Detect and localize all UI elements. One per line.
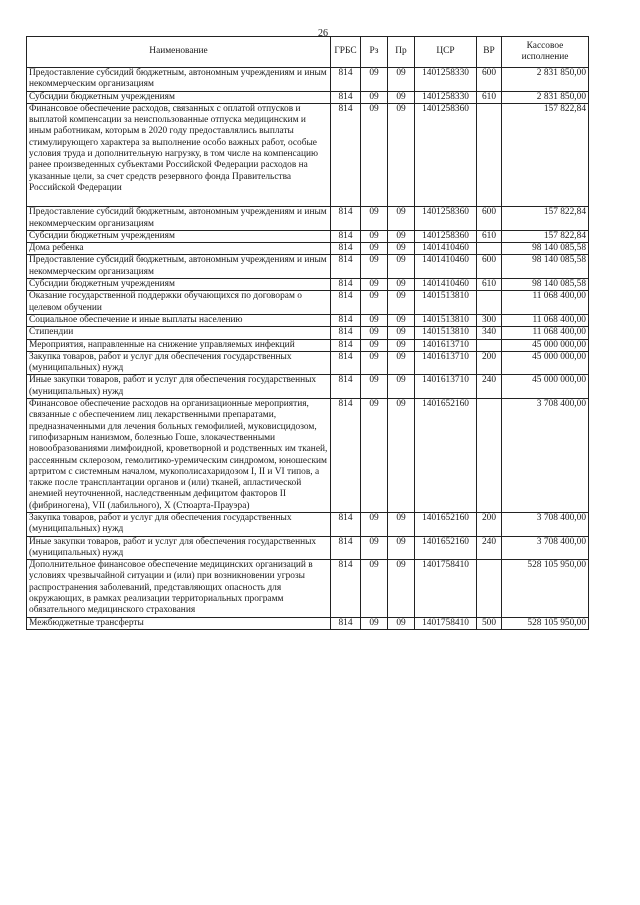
cell-rz: 09: [361, 279, 388, 291]
cell-rz: 09: [361, 536, 388, 560]
cell-sum: 157 822,84: [502, 230, 589, 242]
cell-csr: 1401652160: [415, 399, 477, 513]
table-body: [27, 68, 589, 630]
header-vr: ВР: [477, 37, 502, 68]
cell-sum: 98 140 085,58: [502, 243, 589, 255]
cell-csr: 1401410460: [415, 279, 477, 291]
cell-sum: 45 000 000,00: [502, 339, 589, 351]
cell-rz: 09: [361, 351, 388, 375]
cell-grbs: 814: [331, 512, 361, 536]
cell-grbs: 814: [331, 314, 361, 326]
cell-name: Предоставление субсидий бюджетным, автономным учреждениям и иным некоммерческим организациям: [27, 207, 331, 231]
cell-vr: 200: [477, 351, 502, 375]
cell-sum: 3 708 400,00: [502, 399, 589, 513]
cell-rz: 09: [361, 230, 388, 242]
cell-pr: 09: [388, 375, 415, 399]
cell-grbs: 814: [331, 375, 361, 399]
cell-vr: 600: [477, 68, 502, 92]
cell-csr: 1401410460: [415, 243, 477, 255]
cell-sum: 11 068 400,00: [502, 314, 589, 326]
table-row: [27, 327, 589, 339]
cell-sum: 11 068 400,00: [502, 291, 589, 315]
cell-pr: 09: [388, 91, 415, 103]
cell-name: Закупка товаров, работ и услуг для обеспечения государственных (муниципальных) нужд: [27, 351, 331, 375]
cell-pr: 09: [388, 255, 415, 279]
cell-vr: [477, 291, 502, 315]
cell-vr: 600: [477, 207, 502, 231]
header-pr: Пр: [388, 37, 415, 68]
cell-pr: 09: [388, 279, 415, 291]
cell-vr: [477, 103, 502, 206]
cell-name: Оказание государственной поддержки обучающихся по договорам о целевом обучении: [27, 291, 331, 315]
cell-grbs: 814: [331, 207, 361, 231]
cell-vr: 610: [477, 230, 502, 242]
header-csr: ЦСР: [415, 37, 477, 68]
cell-rz: 09: [361, 617, 388, 629]
cell-pr: 09: [388, 351, 415, 375]
page-number: 26: [318, 28, 328, 39]
table-row: [27, 255, 589, 279]
cell-vr: 340: [477, 327, 502, 339]
table-row: [27, 103, 589, 206]
table-row: [27, 339, 589, 351]
cell-vr: 240: [477, 536, 502, 560]
cell-grbs: 814: [331, 103, 361, 206]
table-row: [27, 207, 589, 231]
cell-grbs: 814: [331, 68, 361, 92]
cell-pr: 09: [388, 291, 415, 315]
cell-vr: [477, 399, 502, 513]
cell-sum: 157 822,84: [502, 207, 589, 231]
table-row: [27, 536, 589, 560]
cell-pr: 09: [388, 68, 415, 92]
cell-grbs: 814: [331, 617, 361, 629]
cell-rz: 09: [361, 68, 388, 92]
cell-csr: 1401513810: [415, 291, 477, 315]
cell-csr: 1401513810: [415, 327, 477, 339]
header-rz: Рз: [361, 37, 388, 68]
cell-sum: 2 831 850,00: [502, 68, 589, 92]
cell-vr: 610: [477, 91, 502, 103]
cell-pr: 09: [388, 230, 415, 242]
header-grbs: ГРБС: [331, 37, 361, 68]
header-sum: Кассовое исполнение: [502, 37, 589, 68]
cell-name: Межбюджетные трансферты: [27, 617, 331, 629]
cell-name: Закупка товаров, работ и услуг для обеспечения государственных (муниципальных) нужд: [27, 512, 331, 536]
cell-name: Финансовое обеспечение расходов на организационные мероприятия, связанные с обеспечением лиц лекарственными препаратами, предназначенными для лечения больных гемофилией, муковисцидозом, гипофизарным нанизмом, болезнью Гоше, злокачественными новообразованиями лимфоидной, кроветворной и родственных им тканей, рассеянным склерозом, гемолитико-уремическим синдромом, юношеским артритом с системным началом, мукополисахаридозом I, II и VI типов, а также после трансплантации органов и (или) тканей, апластической анемией неуточненной, наследственным дефицитом факторов II (фибриногена), VII (лабильного), X (Стюарта-Прауэра): [27, 399, 331, 513]
cell-grbs: 814: [331, 399, 361, 513]
cell-sum: 98 140 085,58: [502, 279, 589, 291]
cell-name: Дополнительное финансовое обеспечение медицинских организаций в условиях чрезвычайной ситуации и (или) при возникновении угрозы распространения заболеваний, представляющих опасность для окружающих, в рамках реализации территориальных программ обязательного медицинского страхования: [27, 560, 331, 617]
cell-vr: [477, 560, 502, 617]
cell-pr: 09: [388, 512, 415, 536]
table-header-row: [27, 37, 589, 68]
cell-csr: 1401652160: [415, 536, 477, 560]
cell-csr: 1401613710: [415, 351, 477, 375]
cell-name: Стипендии: [27, 327, 331, 339]
cell-vr: 610: [477, 279, 502, 291]
cell-sum: 3 708 400,00: [502, 536, 589, 560]
cell-name: Финансовое обеспечение расходов, связанных с оплатой отпусков и выплатой компенсации за неиспользованные отпуска медицинским и иным работникам, которым в 2020 году предоставлялись выплаты стимулирующего характера за выполнение особо важных работ, особые условия труда и дополнительную нагрузку, в том числе на компенсацию ранее произведенных субъектами Российской Федерации расходов на указанные цели, за счет средств резервного фонда Правительства Российской Федерации: [27, 103, 331, 206]
cell-rz: 09: [361, 512, 388, 536]
cell-rz: 09: [361, 243, 388, 255]
cell-csr: 1401513810: [415, 314, 477, 326]
table-row: [27, 230, 589, 242]
cell-csr: 1401258330: [415, 91, 477, 103]
cell-name: Иные закупки товаров, работ и услуг для обеспечения государственных (муниципальных) нужд: [27, 375, 331, 399]
table-row: [27, 560, 589, 617]
cell-csr: 1401258360: [415, 103, 477, 206]
table-row: [27, 512, 589, 536]
cell-pr: 09: [388, 339, 415, 351]
cell-grbs: 814: [331, 230, 361, 242]
cell-rz: 09: [361, 207, 388, 231]
cell-rz: 09: [361, 255, 388, 279]
cell-name: Предоставление субсидий бюджетным, автономным учреждениям и иным некоммерческим организациям: [27, 255, 331, 279]
table-row: [27, 399, 589, 513]
cell-csr: 1401758410: [415, 617, 477, 629]
cell-grbs: 814: [331, 536, 361, 560]
cell-pr: 09: [388, 399, 415, 513]
table-row: [27, 91, 589, 103]
cell-grbs: 814: [331, 91, 361, 103]
cell-csr: 1401652160: [415, 512, 477, 536]
cell-rz: 09: [361, 314, 388, 326]
table-row: [27, 68, 589, 92]
cell-grbs: 814: [331, 351, 361, 375]
cell-sum: 98 140 085,58: [502, 255, 589, 279]
cell-vr: [477, 339, 502, 351]
cell-grbs: 814: [331, 339, 361, 351]
cell-csr: 1401758410: [415, 560, 477, 617]
cell-name: Субсидии бюджетным учреждениям: [27, 279, 331, 291]
cell-sum: 45 000 000,00: [502, 351, 589, 375]
table-row: [27, 291, 589, 315]
cell-pr: 09: [388, 560, 415, 617]
table-row: [27, 617, 589, 629]
cell-rz: 09: [361, 399, 388, 513]
cell-sum: 2 831 850,00: [502, 91, 589, 103]
cell-name: Субсидии бюджетным учреждениям: [27, 230, 331, 242]
cell-sum: 11 068 400,00: [502, 327, 589, 339]
cell-pr: 09: [388, 536, 415, 560]
cell-rz: 09: [361, 339, 388, 351]
cell-vr: 200: [477, 512, 502, 536]
cell-pr: 09: [388, 314, 415, 326]
cell-csr: 1401613710: [415, 375, 477, 399]
cell-rz: 09: [361, 375, 388, 399]
table-row: [27, 375, 589, 399]
cell-name: Иные закупки товаров, работ и услуг для обеспечения государственных (муниципальных) нужд: [27, 536, 331, 560]
cell-grbs: 814: [331, 560, 361, 617]
cell-grbs: 814: [331, 327, 361, 339]
header-name: Наименование: [27, 37, 331, 68]
cell-name: Мероприятия, направленные на снижение управляемых инфекций: [27, 339, 331, 351]
cell-sum: 157 822,84: [502, 103, 589, 206]
cell-pr: 09: [388, 207, 415, 231]
cell-rz: 09: [361, 91, 388, 103]
cell-csr: 1401410460: [415, 255, 477, 279]
cell-pr: 09: [388, 103, 415, 206]
cell-vr: 300: [477, 314, 502, 326]
cell-sum: 528 105 950,00: [502, 560, 589, 617]
cell-csr: 1401258360: [415, 230, 477, 242]
cell-name: Социальное обеспечение и иные выплаты населению: [27, 314, 331, 326]
cell-csr: 1401258360: [415, 207, 477, 231]
cell-rz: 09: [361, 327, 388, 339]
table-row: [27, 243, 589, 255]
cell-rz: 09: [361, 103, 388, 206]
cell-grbs: 814: [331, 279, 361, 291]
cell-sum: 3 708 400,00: [502, 512, 589, 536]
cell-name: Предоставление субсидий бюджетным, автономным учреждениям и иным некоммерческим организациям: [27, 68, 331, 92]
table-row: [27, 314, 589, 326]
budget-table: [26, 36, 589, 630]
table-row: [27, 351, 589, 375]
cell-vr: 500: [477, 617, 502, 629]
cell-sum: 45 000 000,00: [502, 375, 589, 399]
cell-rz: 09: [361, 560, 388, 617]
table-row: [27, 279, 589, 291]
cell-vr: [477, 243, 502, 255]
cell-sum: 528 105 950,00: [502, 617, 589, 629]
cell-name: Субсидии бюджетным учреждениям: [27, 91, 331, 103]
cell-rz: 09: [361, 291, 388, 315]
cell-pr: 09: [388, 243, 415, 255]
cell-grbs: 814: [331, 291, 361, 315]
cell-pr: 09: [388, 327, 415, 339]
cell-grbs: 814: [331, 243, 361, 255]
cell-grbs: 814: [331, 255, 361, 279]
cell-name: Дома ребенка: [27, 243, 331, 255]
cell-csr: 1401258330: [415, 68, 477, 92]
cell-csr: 1401613710: [415, 339, 477, 351]
cell-pr: 09: [388, 617, 415, 629]
cell-vr: 600: [477, 255, 502, 279]
cell-vr: 240: [477, 375, 502, 399]
